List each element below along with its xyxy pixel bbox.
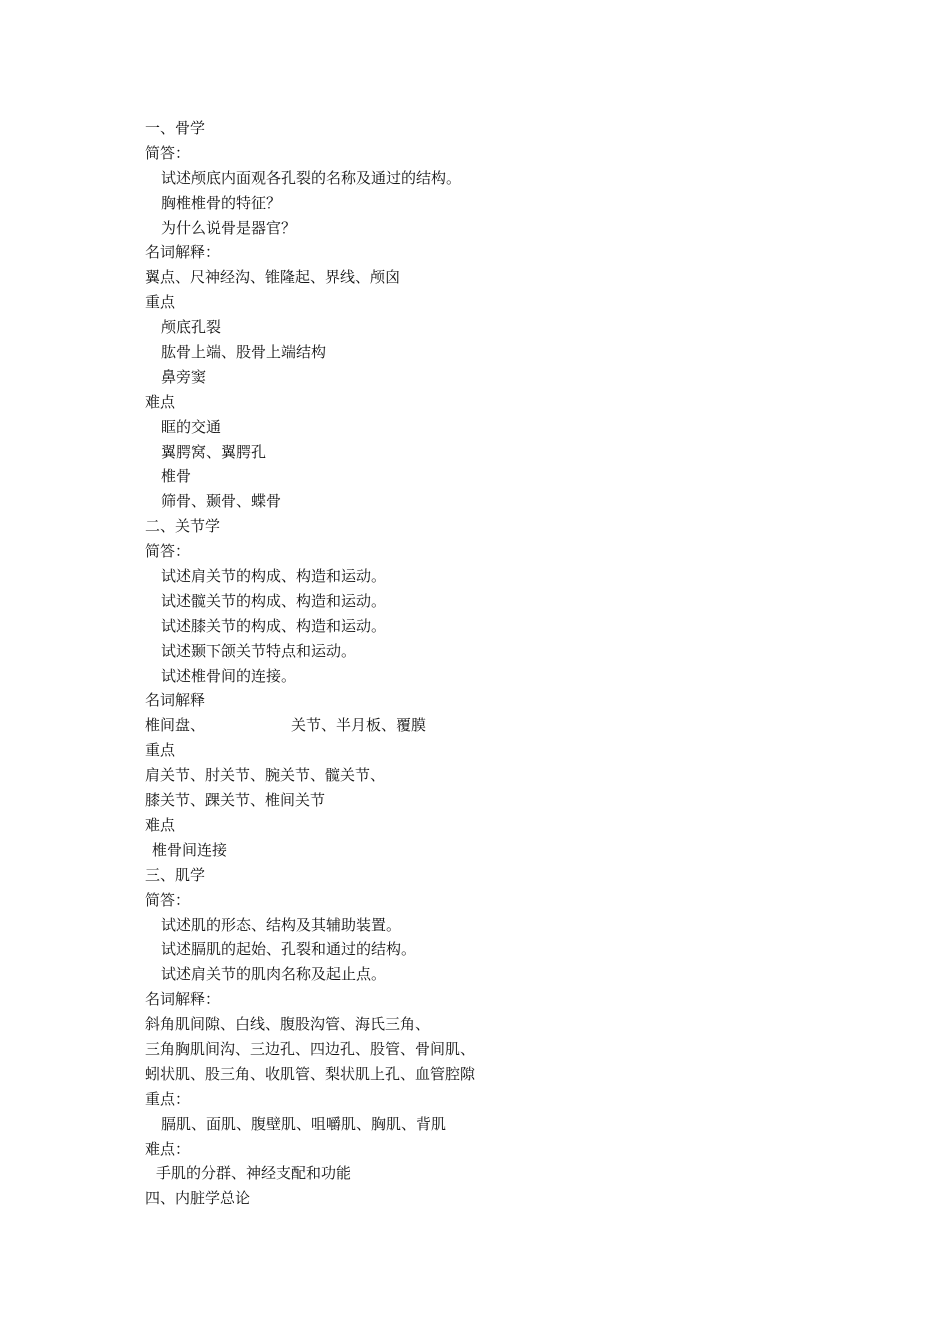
section-heading-osteology: 一、骨学 — [145, 119, 206, 137]
question-item: 试述肩关节的构成、构造和运动。 — [161, 567, 387, 586]
subheading-short-answer: 简答： — [145, 542, 191, 561]
difficulty-item: 眶的交通 — [161, 417, 222, 436]
terms-list — [145, 713, 845, 738]
terms-list-part: 关节、半月板、覆膜 — [291, 716, 427, 735]
subheading-terms: 名词解释： — [145, 243, 221, 262]
question-item: 试述椎骨间的连接。 — [161, 666, 297, 685]
subheading-key-points: 重点 — [145, 293, 176, 312]
section-heading-myology: 三、肌学 — [145, 865, 206, 884]
key-point-item: 鼻旁窦 — [161, 367, 207, 386]
question-item: 试述髋关节的构成、构造和运动。 — [161, 591, 387, 610]
key-point-item: 颅底孔裂 — [161, 318, 222, 337]
question-item: 为什么说骨是器官？ — [161, 218, 297, 237]
difficulty-item: 手肌的分群、神经支配和功能 — [156, 1164, 352, 1183]
terms-list-part: 椎间盘、 — [145, 716, 206, 735]
question-item: 试述颅底内面观各孔裂的名称及通过的结构。 — [161, 168, 462, 187]
section-heading-splanchnology: 四、内脏学总论 — [145, 1189, 251, 1208]
question-item: 试述肌的形态、结构及其辅助装置。 — [161, 915, 402, 934]
question-item: 胸椎椎骨的特征？ — [161, 193, 282, 212]
subheading-terms: 名词解释： — [145, 990, 221, 1009]
subheading-key-points: 重点 — [145, 741, 176, 760]
key-point-item: 膈肌、面肌、腹壁肌、咀嚼肌、胸肌、背肌 — [161, 1114, 447, 1133]
difficulty-item: 筛骨、颞骨、蝶骨 — [161, 492, 282, 511]
subheading-short-answer: 简答： — [145, 143, 191, 162]
question-item: 试述膝关节的构成、构造和运动。 — [161, 616, 387, 635]
key-point-item: 肩关节、肘关节、腕关节、髋关节、 — [145, 766, 386, 785]
key-point-item: 膝关节、踝关节、椎间关节 — [145, 791, 326, 810]
subheading-difficulties: 难点 — [145, 815, 176, 834]
subheading-difficulties: 难点： — [145, 1139, 191, 1158]
terms-list: 蚓状肌、股三角、收肌管、梨状肌上孔、血管腔隙 — [145, 1064, 476, 1083]
question-item: 试述肩关节的肌肉名称及起止点。 — [161, 965, 387, 984]
document-body — [145, 116, 845, 1211]
terms-list: 斜角肌间隙、白线、腹股沟管、海氏三角、 — [145, 1015, 431, 1034]
key-point-item: 肱骨上端、股骨上端结构 — [161, 343, 327, 362]
terms-list: 三角胸肌间沟、三边孔、四边孔、股管、骨间肌、 — [145, 1039, 476, 1058]
difficulty-item: 椎骨 — [161, 467, 192, 486]
difficulty-item: 椎骨间连接 — [152, 840, 228, 859]
terms-list: 翼点、尺神经沟、锥隆起、界线、颅囟 — [145, 268, 401, 287]
difficulty-item: 翼腭窝、翼腭孔 — [161, 442, 267, 461]
subheading-difficulties: 难点 — [145, 392, 176, 411]
subheading-key-points: 重点： — [145, 1089, 191, 1108]
subheading-terms: 名词解释 — [145, 691, 206, 710]
question-item: 试述颞下颌关节特点和运动。 — [161, 641, 357, 660]
section-heading-arthrology: 二、关节学 — [145, 517, 221, 536]
subheading-short-answer: 简答： — [145, 890, 191, 909]
question-item: 试述膈肌的起始、孔裂和通过的结构。 — [161, 940, 417, 959]
